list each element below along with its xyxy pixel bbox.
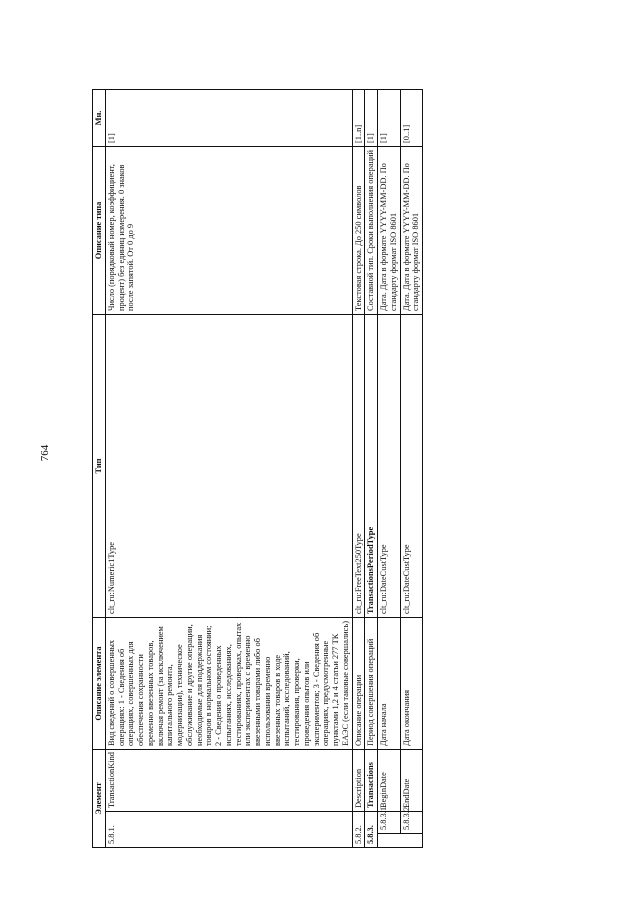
table-row	[400, 90, 423, 848]
row-multiplicity: [1]	[378, 90, 401, 147]
page-number: 764	[39, 444, 51, 462]
row-element-name: BeginDate	[378, 750, 401, 812]
header-element: Элемент	[93, 750, 106, 848]
row-type: clt_ru:FreeText250Type	[352, 315, 365, 618]
header-multiplicity: Мн.	[93, 90, 106, 147]
row-type: clt_ru:DateCustType	[400, 315, 423, 618]
header-row	[93, 90, 106, 848]
table-row	[378, 90, 401, 848]
row-type-description: Число (порядковый номер, коэффициент, процент) без единиц измерения. 0 знаков после запятой. От 0 до 9	[105, 147, 352, 315]
row-number: 5.8.3.	[365, 812, 378, 848]
header-description: Описание элемента	[93, 618, 106, 750]
table-row	[365, 90, 378, 848]
row-number: 5.8.1.	[105, 812, 352, 848]
row-description: Период совершения операций	[365, 618, 378, 750]
row-multiplicity: [1..n]	[352, 90, 365, 147]
table-row	[105, 90, 352, 848]
row-type-description: Дата. Дата в формате YYYY-MM-DD. По стандарту формат ISO 8601	[378, 147, 401, 315]
row-type-description: Дата. Дата в формате YYYY-MM-DD. По стандарту формат ISO 8601	[400, 147, 423, 315]
row-type: TransactionsPeriodType	[365, 315, 378, 618]
spec-table-container	[92, 90, 554, 848]
row-element-name: EndDate	[400, 750, 423, 812]
row-type-description: Текстовая строка. До 250 символов	[352, 147, 365, 315]
row-number: 5.8.3.1.	[378, 812, 401, 834]
header-type-description: Описание типа	[93, 147, 106, 315]
row-indent	[378, 834, 423, 848]
row-element-name: Transactions	[365, 750, 378, 812]
row-number: 5.8.3.2.	[400, 812, 423, 834]
row-type-description: Составной тип. Сроки выполнения операций	[365, 147, 378, 315]
row-type: clt_ru:Numeric1Type	[105, 315, 352, 618]
row-type: clt_ru:DateCustType	[378, 315, 401, 618]
row-description: Дата начала	[378, 618, 401, 750]
row-multiplicity: [1]	[105, 90, 352, 147]
spec-table	[92, 89, 423, 848]
row-multiplicity: [1]	[365, 90, 378, 147]
row-description: Вид сведений о совершенных операциях: 1 - Сведения об операциях, совершенных для обеспечения сохранности временно ввезенных товаров, включая ремонт (за исключением капитального ремонта, модернизации), техническое обслуживание и другие операции, необходимые для поддержания товаров в нормальном состоянии; 2 - Сведения о проведенных испытаниях, исследованиях, тестированиях, проверках, опытах или экспериментах с временно ввезенными товарами либо об использовании временно ввезенных товаров в ходе испытаний, исследований, тестирования, проверки, проведения опытов или экспериментов; 3 - Сведения об операциях, предусмотренные пунктами 1,2 и 4 статьи 277 ТК ЕАЭС (если таковые совершались)	[105, 618, 352, 750]
row-multiplicity: [0..1]	[400, 90, 423, 147]
header-type: Тип	[93, 315, 106, 618]
row-element-name: TransactionKind	[105, 750, 352, 812]
row-description: Описание операции	[352, 618, 365, 750]
row-description: Дата окончания	[400, 618, 423, 750]
row-element-name: Description	[352, 750, 365, 812]
row-number: 5.8.2.	[352, 812, 365, 848]
table-row	[352, 90, 365, 848]
